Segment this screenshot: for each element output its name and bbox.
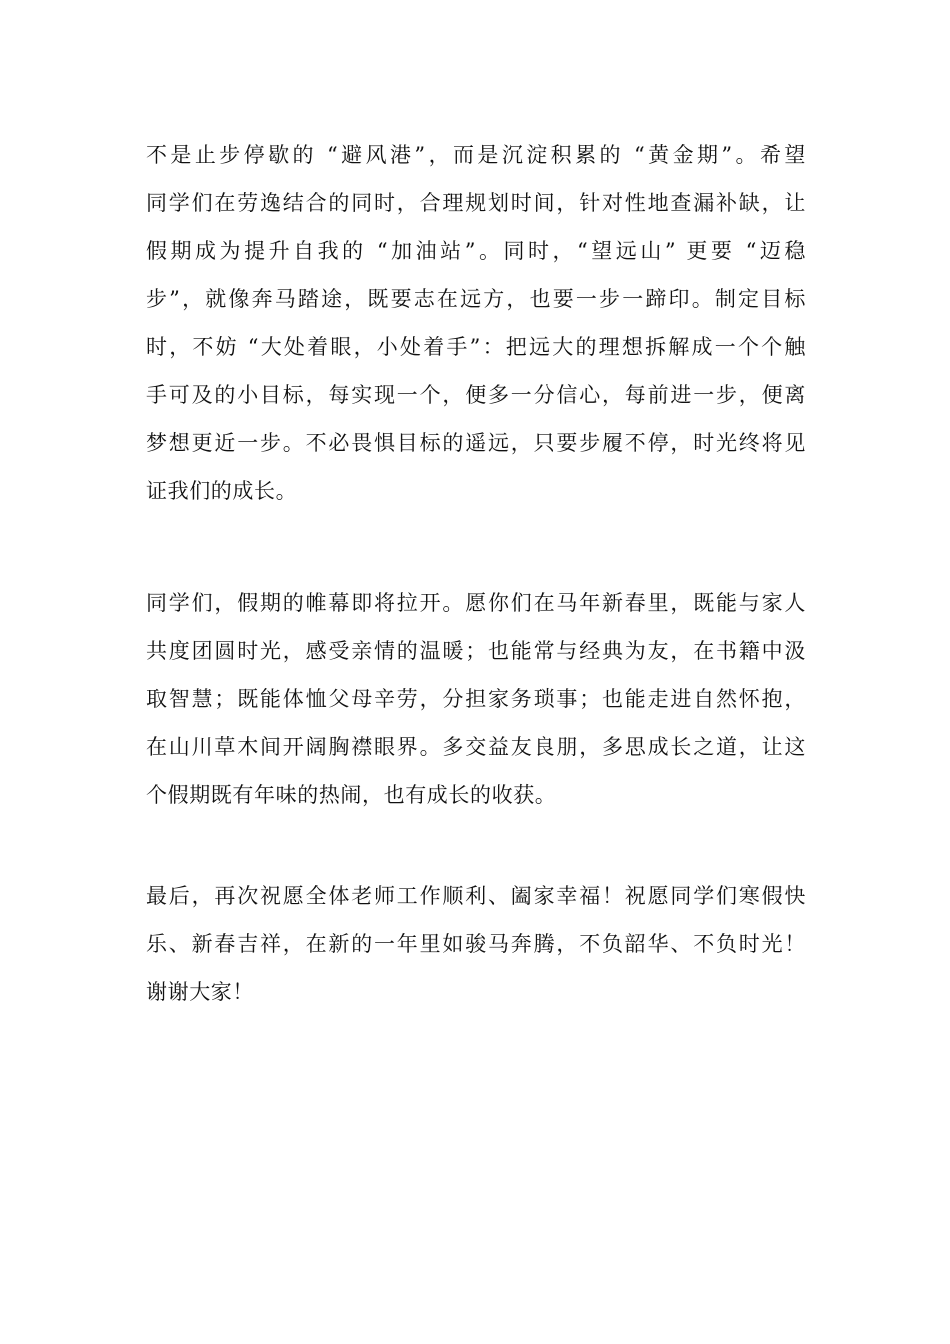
paragraph-line: 同学们，假期的帷幕即将拉开。愿你们在马年新春里，既能与家人 (146, 591, 806, 615)
paragraph-line: 同学们在劳逸结合的同时，合理规划时间，针对性地查漏补缺，让 (146, 191, 806, 215)
paragraph-line: 个假期既有年味的热闹，也有成长的收获。 (146, 783, 557, 807)
paragraph-holiday-wishes (146, 579, 806, 819)
paragraph-line: 手可及的小目标，每实现一个，便多一分信心，每前进一步，便离 (146, 383, 806, 407)
paragraph-line: 假期成为提升自我的 “加油站”。同时，“望远山” 更要 “迈稳 (146, 239, 806, 263)
paragraph-closing (146, 872, 806, 1016)
paragraph-line: 乐、新春吉祥，在新的一年里如骏马奔腾，不负韶华、不负时光！ (146, 932, 806, 956)
paragraph-line: 不是止步停歇的 “避风港”，而是沉淀积累的 “黄金期”。希望 (146, 143, 806, 167)
paragraph-line: 梦想更近一步。不必畏惧目标的遥远，只要步履不停，时光终将见 (146, 431, 806, 455)
paragraph-line: 共度团圆时光，感受亲情的温暖；也能常与经典为友，在书籍中汲 (146, 639, 806, 663)
paragraph-study-goals (146, 131, 806, 515)
paragraph-line: 取智慧；既能体恤父母辛劳，分担家务琐事；也能走进自然怀抱， (146, 687, 806, 711)
paragraph-line: 在山川草木间开阔胸襟眼界。多交益友良朋，多思成长之道，让这 (146, 735, 806, 759)
paragraph-line: 最后，再次祝愿全体老师工作顺利、阖家幸福！祝愿同学们寒假快 (146, 884, 806, 908)
paragraph-line: 谢谢大家！ (146, 980, 254, 1004)
paragraph-line: 证我们的成长。 (146, 479, 298, 503)
paragraph-line: 步”，就像奔马踏途，既要志在远方，也要一步一蹄印。制定目标 (146, 287, 806, 311)
paragraph-line: 时，不妨 “大处着眼，小处着手”：把远大的理想拆解成一个个触 (146, 335, 806, 359)
